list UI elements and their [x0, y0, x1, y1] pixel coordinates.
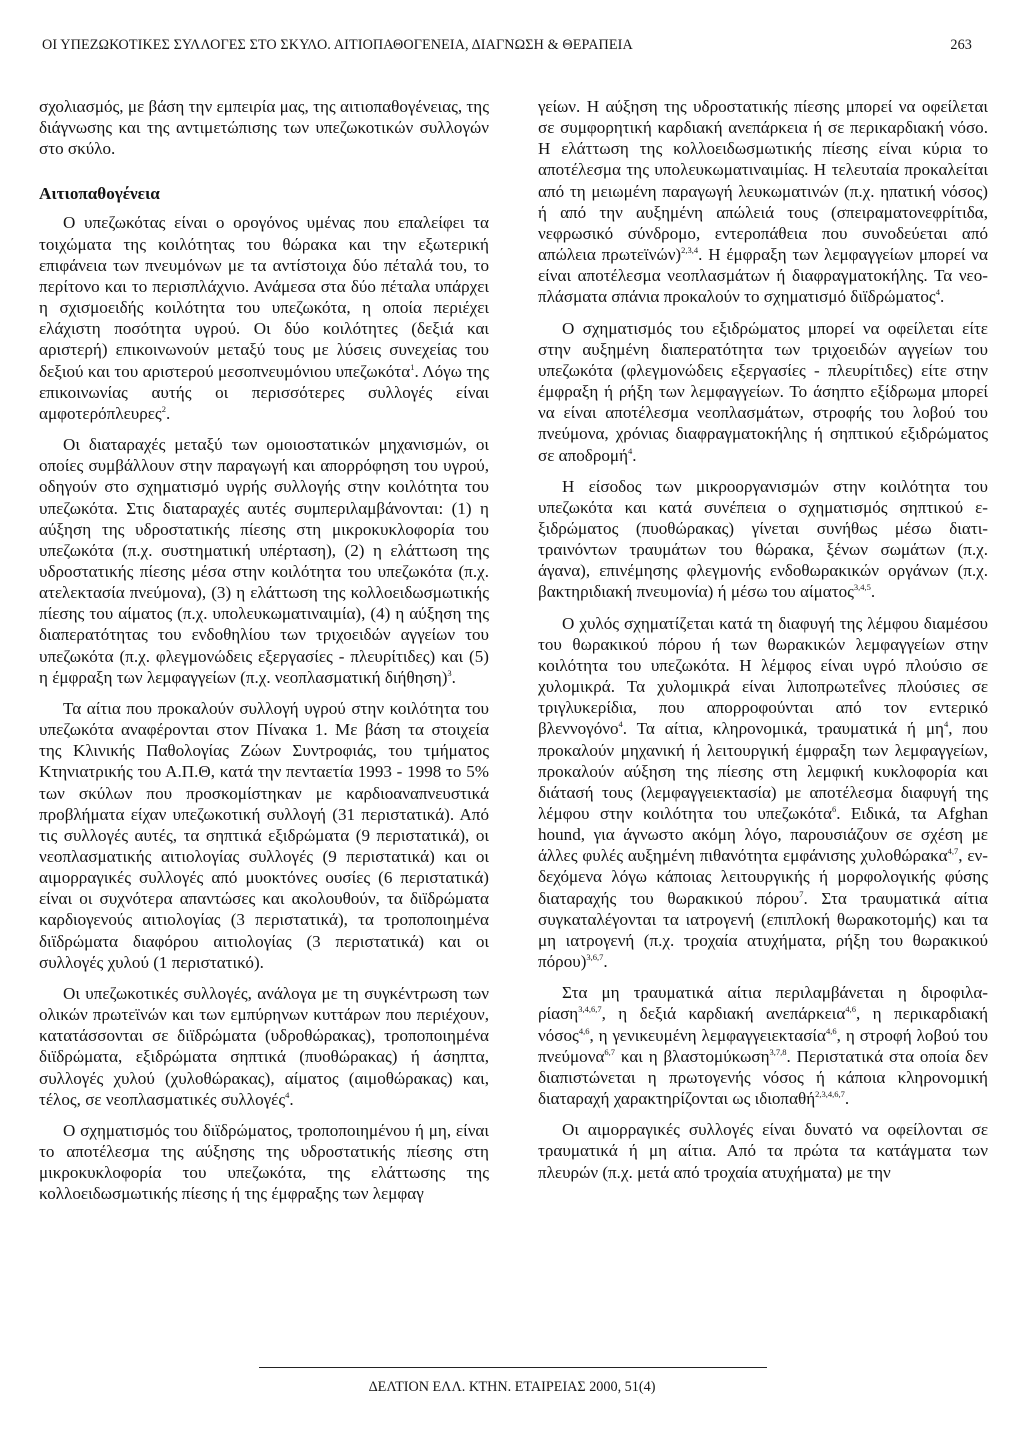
citation: 4	[943, 719, 949, 730]
citation: 7	[799, 888, 804, 899]
paragraph: Οι υπεζωκοτικές συλλογές, ανάλογα με τη συγκέντρωση των ολικών πρωτεϊνών και των εμπύρηνων κυττάρων που περιέχουν, κατατάσσονται σε διϊδρώματα (υδροθώρακας), τροποποιημένα διϊδρώματα, εξιδρώματα σηπτικά (πυοθώρακας) ή άσηπτα, συλλογές χυλού (χυλοθώρακας), αίματος (αιμοθώρακας) και, τέλος, σε νεοπλασματικές συλλογές$^4$.	[39, 983, 489, 1109]
citation: 2,3,4	[681, 245, 699, 256]
citation: 2,3,4,6,7	[815, 1089, 845, 1100]
citation: 4,6	[578, 1025, 590, 1036]
paragraph: γείων. Η αύξηση της υδροστατικής πίεσης μπορεί να οφείλεται σε συμφορητική καρδιακή ανεπάρκεια ή σε περικαρδιακή νόσο. Η ελάττωση της κολλοειδωσμωτικής πίεσης είναι κύρια το αποτέλεσμα της υπολευκωματιναιμίας. Η τελευταία προκαλείται από τη μειωμένη παραγωγή λευκωματινών (π.χ. ηπατική νόσος) ή από την αυξημένη απώλειά τους (σπειραματονεφρίτιδα, νεφρωσικό σύνδρομο, εντεροπάθεια που συνοδεύεται από απώλεια πρωτεϊνών)$^{2,3,4}$. Η έμφραξη των λεμφαγγείων μπορεί να είναι αποτέλεσμα νεοπλασμάτων ή διαφραγματοκήλης. Τα νεοπλάσματα σπάνια προκαλούν το σχηματισμό διϊδρώματος$^4$.	[538, 97, 988, 307]
citation: 6,7	[604, 1046, 616, 1057]
paragraph: Τα αίτια που προκαλούν συλλογή υγρού στην κοιλότητα του υπεζωκότα αναφέρονται στον Πίνακα 1. Με βάση τα στοιχεία της Κλινικής Παθολογίας Ζώων Συντροφιάς, του τμήματος Κτηνιατρικής του Α.Π.Θ, κατά την πενταετία 1993 - 1998 το 5% των σκύλων που προσκομίστηκαν με καρδιοαναπνευστικά προβλήματα είχαν υπεζωκοτική συλλογή (31 περιστατικά). Από τις συλλογές αυτές, τα σηπτικά εξιδρώματα (9 περιστατικά), οι νεοπλασματικής αιτιολογίας συλλογές (9 περιστατικά) και οι αιμορραγικές συλλογές από μυοκτόνες ουσίες (6 περιστατικά) είναι οι συχνότερα απαντώσες και ακολουθούν, τα διϊδρώματα καρδιογενούς αιτιολογίας (3 περιστατικά), τα τροποποιημένα διϊδρώματα διαφόρου αιτιολογίας (3 περιστατικά) και οι συλλογές χυλού (1 περιστατικό).	[39, 698, 489, 972]
citation: 4,6	[845, 1004, 856, 1015]
running-header	[42, 34, 972, 56]
page-number: 263	[950, 37, 972, 53]
citation: 4	[285, 1089, 290, 1100]
paragraph: Η είσοδος των μικροοργανισμών στην κοιλότητα του υπεζωκότα και κατά συνέπεια ο σχηματισμός σηπτικού εξιδρώματος (πυοθώρακας) γίνεται συνήθως μέσω διατιτραινόντων τραυμάτων του θώρακα, ξένων σωμάτων (π.χ. άγανα), επινέμησης φλεγμονής ενδοθωρακικών οργάνων (π.χ. βακτηριδιακή πνευμονία) ή μέσω του αίματος$^{3,4,5}$.	[538, 476, 988, 602]
paragraph: Ο σχηματισμός του διϊδρώματος, τροποποιημένου ή μη, είναι το αποτέλεσμα της αύξησης της υδροστατικής πίεσης στη μικροκυκλοφορία του υπεζωκότα, της ελάττωσης της κολλοειδωσμωτικής πίεσης ή της έμφραξης των λεμφαγ	[39, 1120, 489, 1204]
citation: 4,7	[947, 846, 959, 857]
intro-paragraph: σχολιασμός, με βάση την εμπειρία μας, της αιτιοπαθογένειας, της διάγνωσης και της αντιμετώπισης των υπεζωκοτικών συλλογών στο σκύλο.	[39, 97, 489, 159]
citation: 4	[935, 287, 940, 298]
citation: 1	[410, 361, 415, 372]
citation: 3,4,5	[853, 582, 871, 593]
section-heading: Αιτιοπαθογένεια	[39, 184, 160, 204]
citation: 6	[831, 804, 837, 814]
citation: 3	[447, 667, 452, 678]
footer-divider	[259, 1367, 767, 1368]
citation: 4	[618, 719, 623, 730]
paragraph: Οι διαταραχές μεταξύ των ομοιοστατικών μηχανισμών, οι οποίες συμβάλλουν στην παραγωγή και απορρόφηση του υγρού, οδηγούν στο σχηματισμό υγρής συλλογής στην κοιλότητα του υπεζωκότα. Στις διαταραχές αυτές συμπεριλαμβάνονται: (1) η αύξηση της υδροστατικής πίεσης στη μικροκυκλοφορία του υπεζωκότα (π.χ. συστηματική υπέρταση), (2) η ελάττωση της υδροστατικής πίεσης μέσα στην κοιλότητα του υπεζωκότα (π.χ. ατελεκτασία πνεύμονα), (3) η ελάττωση της κολλοειδωσμωτικής πίεσης του αίματος (π.χ. υπολευκωματιναιμία), (4) η αύξηση της διαπερατότητας του ενδοθηλίου των τριχοειδών αγγείων του υπεζωκότα (π.χ. φλεγμονώδεις εξεργασίες - πλευρίτιδες) και (5) η έμφραξη των λεμφαγγείων (π.χ. νεοπλασματική διήθηση)$^3$.	[39, 435, 489, 687]
citation: 3,6,7	[586, 952, 604, 963]
citation: 3,4,6,7	[578, 1004, 602, 1015]
citation: 4	[628, 445, 633, 456]
paragraph: Ο υπεζωκότας είναι ο ορογόνος υμένας που επαλείφει τα τοιχώματα της κοιλότητας του θώρακα και την εξωτερική επιφάνεια των πνευμόνων με τα αντίστοιχα δύο πέταλά του, το περίτονο και το περισπλάχνιο. Ανάμεσα στα δύο πέταλα υπάρχει η σχισμοειδής κοιλότητα του υπεζωκότα, η οποία περιέχει ελάχιστη ποσότητα υγρού. Οι δύο κοιλότητες (δεξιά και αριστερή) επικοινωνούν μεταξύ τους με λύσεις συνεχείας του δεξιού και του αριστερού μεσοπνευμόνιου υπεζωκότα$^1$. Λόγω της επικοινωνίας αυτής οι περισσότερες συλλογές είναι αμφοτερόπλευρες$^2$.	[39, 213, 489, 423]
journal-footer: ΔΕΛΤΙΟΝ ΕΛΛ. ΚΤΗΝ. ΕΤΑΙΡΕΙΑΣ 2000, 51(4)	[368, 1379, 656, 1395]
running-title: ΟΙ ΥΠΕΖΩΚΟΤΙΚΕΣ ΣΥΛΛΟΓΕΣ ΣΤΟ ΣΚΥΛΟ. ΑΙΤΙΟΠΑΘΟΓΕΝΕΙΑ, ΔΙΑΓΝΩΣΗ & ΘΕΡΑΠΕΙΑ	[42, 37, 633, 53]
paragraph: Ο χυλός σχηματίζεται κατά τη διαφυγή της λέμφου διαμέσου του θωρακικού πόρου ή των θωρακικών λεμφαγγείων στην κοιλότητα του υπεζωκότα. Η λέμφος είναι υγρό πλούσιο σε χυλομικρά. Τα χυλομικρά είναι λιποπρωτεΐνες πλούσιες σε τριγλυκερίδια, που απορροφούνται από τον εντερικό βλεννογόνο$^4$. Τα αίτια, κληρονομικά, τραυματικά ή $\mu\eta^4$, που προκαλούν μηχανική ή λειτουργική έμφραξη των λεμφαγγείων, προκαλούν αύξηση της πίεσης στη λεμφική κυκλοφορία και διάτασή τους (λεμφαγγειεκτασία) με αποτέλεσμα διαφυγή της λέμφου στην κοιλότητα του υπεζωκότα$^6$. Ειδικά, τα Afghan hound, για άγνωστο ακόμη λόγο, παρουσιάζουν σε σχέση με άλλες φυλές αυξημένη πιθανότητα εμφάνισης χυλοθώρακα$^{4,7}$, ενδεχόμενα λόγω κάποιας λειτουργικής ή μορφολογικής φύσης διαταραχής του θωρακικού πόρου$^7$. Στα τραυματικά αίτια συγκαταλέγονται τα ιατρογενή (επιπλοκή θωρακοτομής) και τα μη ιατρογενή (π.χ. τροχαία ατυχήματα, ρήξη του θωρακικού πόρου)$^{3,6,7}$.	[538, 613, 989, 972]
citation: 4,6	[825, 1025, 837, 1036]
paragraph: Ο σχηματισμός του εξιδρώματος μπορεί να οφείλεται είτε στην αυξημένη διαπερατότητα των τριχοειδών αγγείων του υπεζωκότα (φλεγμονώδεις εξεργασίες - πλευρίτιδες) είτε στην έμφραξη ή ρήξη των λεμφαγγείων. Το άσηπτο εξίδρωμα μπορεί να είναι αποτέλεσμα νεοπλασμάτων, στροφής του λοβού του πνεύμονα, χρόνιας διαφραγματοκήλης ή σηπτικού εξιδρώματος σε αποδρομή$^4$.	[538, 318, 988, 465]
paragraph: Στα μη τραυματικά αίτια περιλαμβάνεται η διροφιλαρίαση$^{3,4,6,7}$, η δεξιά καρδιακή ανεπάρκεια$^{4,6}$, η περικαρδιακή νόσος$^{4,6}$, η γενικευμένη λεμφαγγειεκτασία$^{4,6}$, η στροφή λοβού του πνεύμονα$^{6,7}$ και η βλαστομύκωση$^{3,7,8}$. Περιστατικά στα οποία δεν διαπιστώνεται η πρωτογενής νόσος ή κάποια κληρονομική διαταραχή χαρακτηρίζονται ως ιδιοπαθή$^{2,3,4,6,7}$.	[538, 983, 989, 1109]
citation: 3,7,8	[769, 1046, 787, 1057]
citation: 2	[161, 403, 166, 414]
left-column	[39, 96, 489, 1205]
right-column	[538, 96, 988, 1183]
paragraph: Οι αιμορραγικές συλλογές είναι δυνατό να οφείλονται σε τραυματικά ή μη αίτια. Από τα πρώτα τα κατάγματα των πλευρών (π.χ. μετά από τροχαία ατυχήματα) με την	[538, 1120, 988, 1182]
